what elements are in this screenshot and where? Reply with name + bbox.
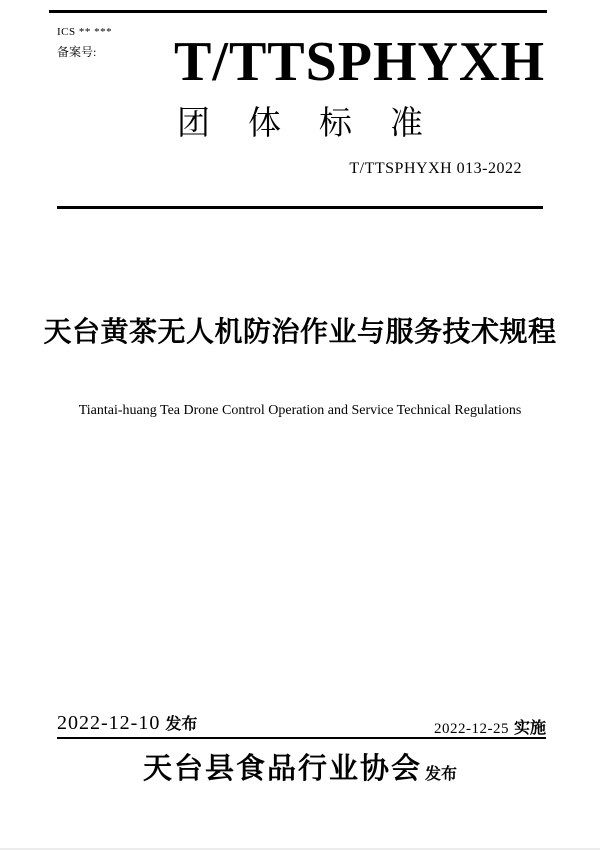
implement-date-label: 实施 [513, 720, 546, 737]
filing-number-label: 备案号: [57, 45, 97, 59]
document-title-english: Tiantai-huang Tea Drone Control Operation and Service Technical Regulations [78, 403, 522, 418]
implement-date: 2022-12-25 [433, 721, 509, 737]
issue-date: 2022-12-10 [57, 712, 161, 734]
document-title-chinese: 天台黄茶无人机防治作业与服务技术规程 [43, 316, 557, 347]
standard-number: T/TTSPHYXH 013-2022 [349, 160, 522, 177]
standard-org-code: T/TTSPHYXH [174, 31, 545, 93]
publisher-row [0, 752, 600, 786]
publisher-name: 天台县食品行业协会 [142, 753, 422, 785]
ics-code: ICS ** *** [57, 26, 113, 38]
implement-date-row [434, 715, 546, 738]
standard-type-text: 团体标准 [177, 104, 461, 141]
publisher-issue-label: 发布 [425, 765, 458, 783]
issue-date-row [57, 711, 197, 735]
issue-date-label: 发布 [165, 716, 198, 733]
top-rule [49, 10, 547, 13]
standard-type-heading [0, 104, 600, 142]
footer-divider-rule [57, 737, 546, 739]
header-divider-rule [57, 206, 543, 209]
